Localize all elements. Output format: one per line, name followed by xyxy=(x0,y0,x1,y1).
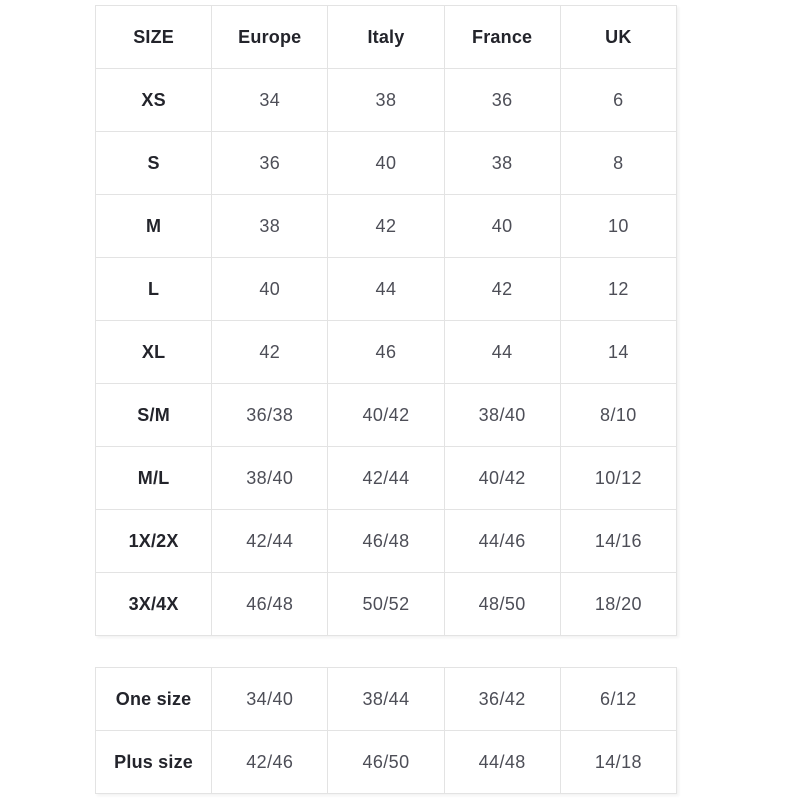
cell-uk: 14/16 xyxy=(560,510,676,573)
row-label: L xyxy=(96,258,212,321)
cell-france: 44/46 xyxy=(444,510,560,573)
table-row-l xyxy=(96,258,677,321)
table-row-s xyxy=(96,132,677,195)
cell-france: 44/48 xyxy=(444,731,560,794)
cell-europe: 38 xyxy=(212,195,328,258)
cell-europe: 36 xyxy=(212,132,328,195)
cell-france: 48/50 xyxy=(444,573,560,636)
cell-uk: 14 xyxy=(560,321,676,384)
row-label: S xyxy=(96,132,212,195)
cell-italy: 42/44 xyxy=(328,447,444,510)
row-label: Plus size xyxy=(96,731,212,794)
cell-europe: 42/46 xyxy=(212,731,328,794)
cell-italy: 46/50 xyxy=(328,731,444,794)
cell-uk: 10/12 xyxy=(560,447,676,510)
cell-uk: 8/10 xyxy=(560,384,676,447)
column-header-europe: Europe xyxy=(212,6,328,69)
cell-europe: 46/48 xyxy=(212,573,328,636)
table-row-one-size xyxy=(96,668,677,731)
column-header-italy: Italy xyxy=(328,6,444,69)
cell-europe: 40 xyxy=(212,258,328,321)
row-label: XS xyxy=(96,69,212,132)
row-label: XL xyxy=(96,321,212,384)
column-header-size: SIZE xyxy=(96,6,212,69)
cell-uk: 10 xyxy=(560,195,676,258)
cell-france: 38 xyxy=(444,132,560,195)
cell-italy: 38/44 xyxy=(328,668,444,731)
cell-italy: 38 xyxy=(328,69,444,132)
cell-uk: 6 xyxy=(560,69,676,132)
cell-uk: 18/20 xyxy=(560,573,676,636)
cell-france: 38/40 xyxy=(444,384,560,447)
row-label: M/L xyxy=(96,447,212,510)
row-label: 3X/4X xyxy=(96,573,212,636)
table-row-s-m xyxy=(96,384,677,447)
row-label: M xyxy=(96,195,212,258)
cell-europe: 42/44 xyxy=(212,510,328,573)
cell-italy: 50/52 xyxy=(328,573,444,636)
cell-france: 42 xyxy=(444,258,560,321)
cell-uk: 12 xyxy=(560,258,676,321)
cell-italy: 46/48 xyxy=(328,510,444,573)
cell-uk: 6/12 xyxy=(560,668,676,731)
cell-france: 40 xyxy=(444,195,560,258)
cell-france: 36 xyxy=(444,69,560,132)
table-row-xl xyxy=(96,321,677,384)
cell-italy: 40 xyxy=(328,132,444,195)
cell-france: 40/42 xyxy=(444,447,560,510)
cell-europe: 42 xyxy=(212,321,328,384)
table-row-3x-4x xyxy=(96,573,677,636)
cell-italy: 46 xyxy=(328,321,444,384)
size-conversion-table xyxy=(95,5,677,636)
row-label: 1X/2X xyxy=(96,510,212,573)
row-label: One size xyxy=(96,668,212,731)
cell-europe: 34/40 xyxy=(212,668,328,731)
cell-france: 36/42 xyxy=(444,668,560,731)
cell-europe: 36/38 xyxy=(212,384,328,447)
table-row-1x-2x xyxy=(96,510,677,573)
cell-europe: 38/40 xyxy=(212,447,328,510)
table-row-m-l xyxy=(96,447,677,510)
cell-uk: 8 xyxy=(560,132,676,195)
cell-italy: 42 xyxy=(328,195,444,258)
table-row-plus-size xyxy=(96,731,677,794)
cell-uk: 14/18 xyxy=(560,731,676,794)
cell-italy: 44 xyxy=(328,258,444,321)
table-row-m xyxy=(96,195,677,258)
cell-italy: 40/42 xyxy=(328,384,444,447)
cell-france: 44 xyxy=(444,321,560,384)
cell-europe: 34 xyxy=(212,69,328,132)
column-header-france: France xyxy=(444,6,560,69)
special-sizes-table xyxy=(95,667,677,794)
table-row-xs xyxy=(96,69,677,132)
table-header-row xyxy=(96,6,677,69)
row-label: S/M xyxy=(96,384,212,447)
column-header-uk: UK xyxy=(560,6,676,69)
